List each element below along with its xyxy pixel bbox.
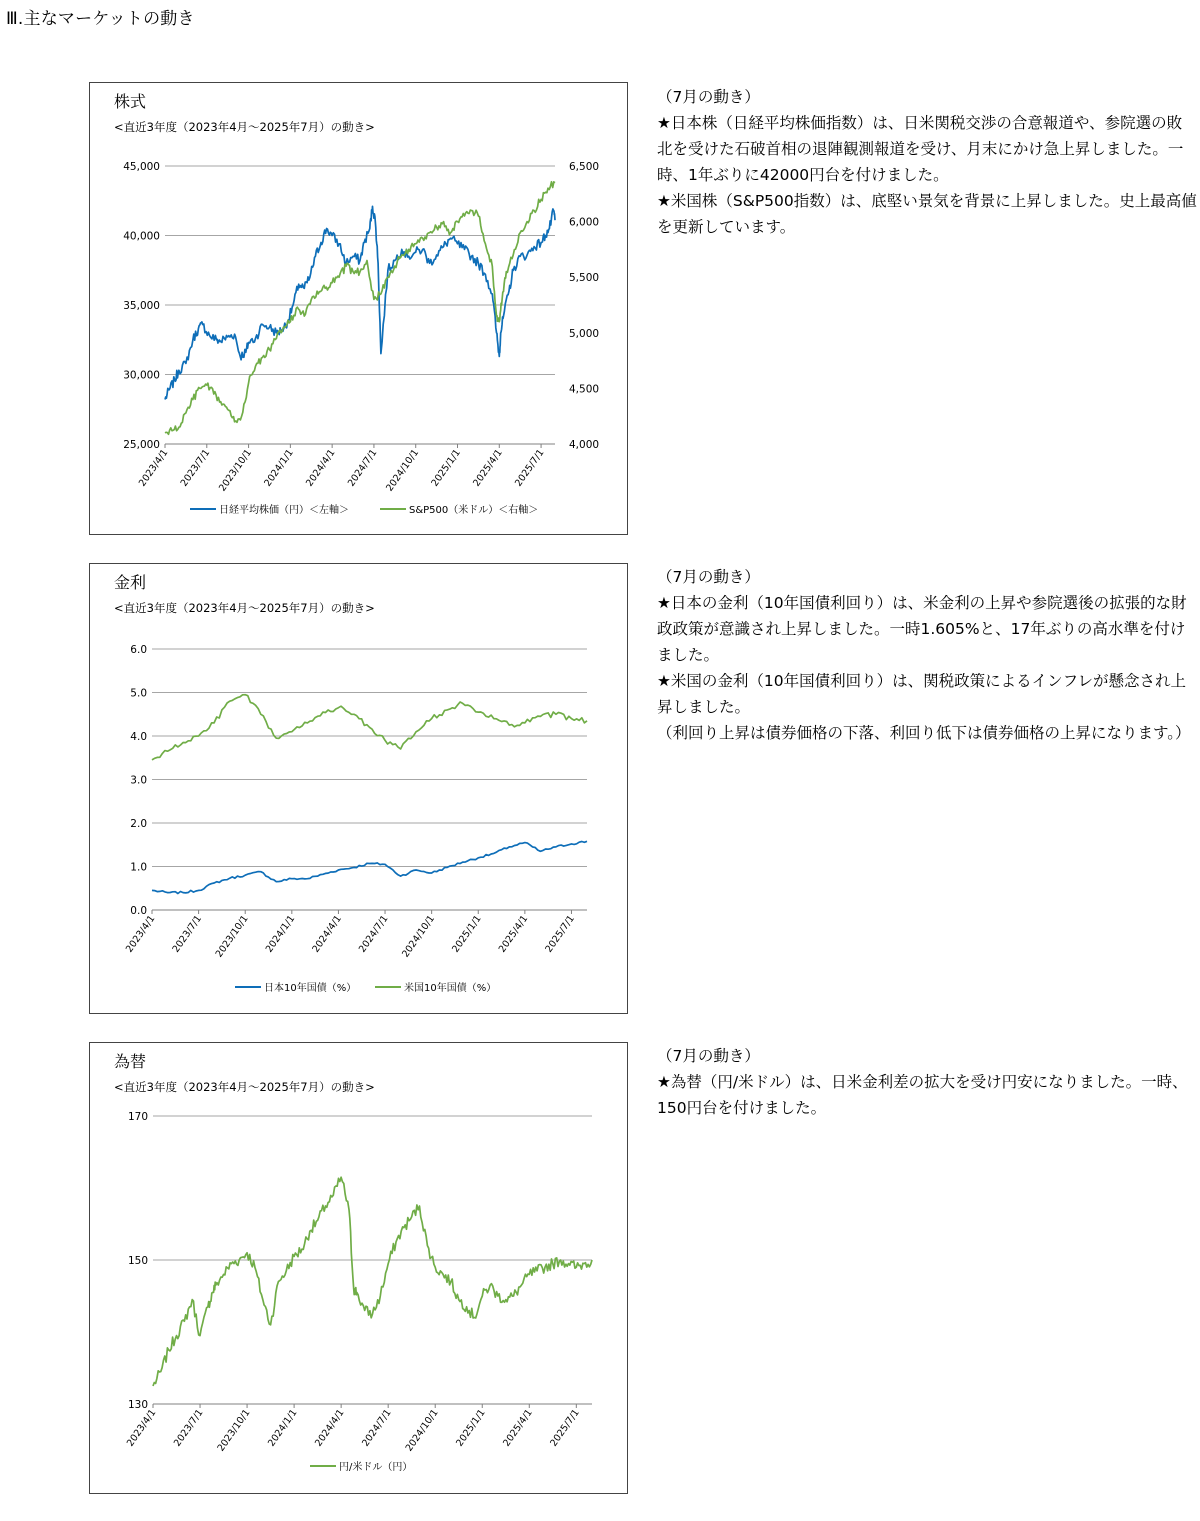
- stocks-chart: [90, 83, 627, 534]
- x-tick-label: 2025/1/1: [429, 447, 463, 489]
- y-right-tick-label: 5,500: [569, 272, 600, 285]
- x-tick-label: 2024/7/1: [345, 447, 380, 489]
- y-tick-label: 35,000: [123, 300, 160, 312]
- y-right-tick-label: 4,500: [569, 383, 600, 396]
- y-right-tick-label: 6,500: [569, 161, 600, 173]
- x-tick-label: 2025/4/1: [501, 1407, 535, 1449]
- fx-desc-body: ★為替（円/米ドル）は、日米金利差の拡大を受け円安になりました。一時、150円台を付けました。: [657, 1073, 1188, 1117]
- y-right-tick-label: 6,000: [569, 216, 600, 229]
- rates-description: [657, 564, 1197, 746]
- legend-label: 米国10年国債（%）: [404, 983, 497, 994]
- legend-label: 円/米ドル（円）: [339, 1462, 413, 1473]
- series-line-1: [152, 841, 587, 893]
- y-tick-label: 4.0: [130, 731, 147, 743]
- fx-panel: [89, 1042, 628, 1494]
- legend-label: S&P500（米ドル）＜右軸＞: [409, 505, 539, 516]
- x-tick-label: 2023/7/1: [178, 447, 213, 489]
- rates-panel: [89, 563, 628, 1014]
- x-tick-label: 2023/4/1: [124, 1407, 159, 1449]
- stocks-description: [657, 84, 1197, 240]
- x-tick-label: 2025/1/1: [454, 1407, 488, 1449]
- x-tick-label: 2024/1/1: [266, 1407, 300, 1449]
- rates-subtitle: <直近3年度（2023年4月～2025年7月）の動き>: [114, 601, 375, 615]
- x-tick-label: 2025/7/1: [543, 913, 577, 955]
- y-tick-label: 0.0: [130, 905, 147, 917]
- stocks-desc-jp: ★日本株（日経平均株価指数）は、日米関税交渉の合意報道や、参院選の敗北を受けた石破首相の退陣観測報道を受け、月末にかけ急上昇しました。一時、1年ぶりに42000円台を付けました。: [657, 114, 1184, 184]
- x-tick-label: 2024/10/1: [384, 447, 422, 494]
- fx-desc-head: （7月の動き）: [657, 1047, 760, 1065]
- stocks-subtitle: <直近3年度（2023年4月～2025年7月）の動き>: [114, 120, 375, 134]
- rates-chart: [90, 564, 627, 1013]
- y-tick-label: 25,000: [123, 439, 160, 451]
- stocks-desc-us: ★米国株（S&P500指数）は、底堅い景気を背景に上昇しました。史上最高値を更新しています。: [657, 192, 1197, 236]
- stocks-panel: [89, 82, 628, 535]
- legend-label: 日本10年国債（%）: [264, 983, 357, 994]
- fx-chart: [90, 1043, 627, 1493]
- rates-title: 金利: [114, 573, 147, 592]
- rates-desc-us: ★米国の金利（10年国債利回り）は、関税政策によるインフレが懸念され上昇しました。: [657, 672, 1187, 716]
- series-line-2: [152, 695, 587, 760]
- y-tick-label: 2.0: [130, 818, 147, 830]
- x-tick-label: 2023/4/1: [123, 913, 158, 955]
- fx-description: [657, 1043, 1197, 1121]
- rates-desc-head: （7月の動き）: [657, 568, 760, 586]
- x-tick-label: 2023/10/1: [217, 447, 255, 494]
- x-tick-label: 2025/1/1: [450, 913, 484, 955]
- y-tick-label: 45,000: [123, 161, 160, 173]
- y-tick-label: 150: [127, 1255, 148, 1267]
- y-tick-label: 5.0: [130, 687, 147, 700]
- y-tick-label: 170: [127, 1111, 148, 1123]
- x-tick-label: 2025/7/1: [513, 447, 547, 489]
- x-tick-label: 2023/7/1: [170, 913, 205, 955]
- fx-subtitle: <直近3年度（2023年4月～2025年7月）の動き>: [114, 1080, 375, 1094]
- y-tick-label: 130: [127, 1399, 148, 1411]
- y-tick-label: 6.0: [130, 644, 147, 656]
- x-tick-label: 2023/4/1: [136, 447, 171, 489]
- y-tick-label: 3.0: [130, 774, 147, 787]
- x-tick-label: 2024/7/1: [357, 913, 391, 955]
- y-tick-label: 40,000: [123, 230, 160, 243]
- y-tick-label: 30,000: [123, 369, 160, 382]
- x-tick-label: 2025/4/1: [471, 447, 505, 489]
- x-tick-label: 2024/4/1: [304, 447, 338, 489]
- y-right-tick-label: 5,000: [569, 327, 600, 340]
- x-tick-label: 2023/10/1: [213, 913, 251, 960]
- x-tick-label: 2024/7/1: [360, 1407, 394, 1449]
- x-tick-label: 2025/4/1: [496, 913, 531, 955]
- rates-desc-note: （利回り上昇は債券価格の下落、利回り低下は債券価格の上昇になります。）: [657, 724, 1191, 742]
- rates-desc-jp: ★日本の金利（10年国債利回り）は、米金利の上昇や参院選後の拡張的な財政政策が意識され上昇しました。一時1.605%と、17年ぶりの高水準を付けました。: [657, 594, 1187, 664]
- x-tick-label: 2024/10/1: [403, 1407, 441, 1454]
- x-tick-label: 2025/7/1: [548, 1407, 582, 1449]
- x-tick-label: 2024/10/1: [400, 913, 438, 960]
- legend-label: 日経平均株価（円）＜左軸＞: [219, 505, 349, 516]
- x-tick-label: 2024/1/1: [262, 447, 296, 489]
- x-tick-label: 2024/4/1: [313, 1407, 347, 1449]
- y-right-tick-label: 4,000: [569, 439, 600, 451]
- x-tick-label: 2024/1/1: [263, 913, 298, 955]
- stocks-title: 株式: [114, 92, 147, 111]
- page-heading: Ⅲ.主なマーケットの動き: [6, 9, 195, 29]
- x-tick-label: 2024/4/1: [310, 913, 344, 955]
- fx-title: 為替: [114, 1052, 147, 1071]
- series-line-2: [165, 182, 555, 434]
- series-line-1: [153, 1177, 592, 1386]
- stocks-desc-head: （7月の動き）: [657, 88, 760, 106]
- x-tick-label: 2023/7/1: [172, 1407, 206, 1449]
- y-tick-label: 1.0: [130, 861, 147, 874]
- x-tick-label: 2023/10/1: [215, 1407, 253, 1454]
